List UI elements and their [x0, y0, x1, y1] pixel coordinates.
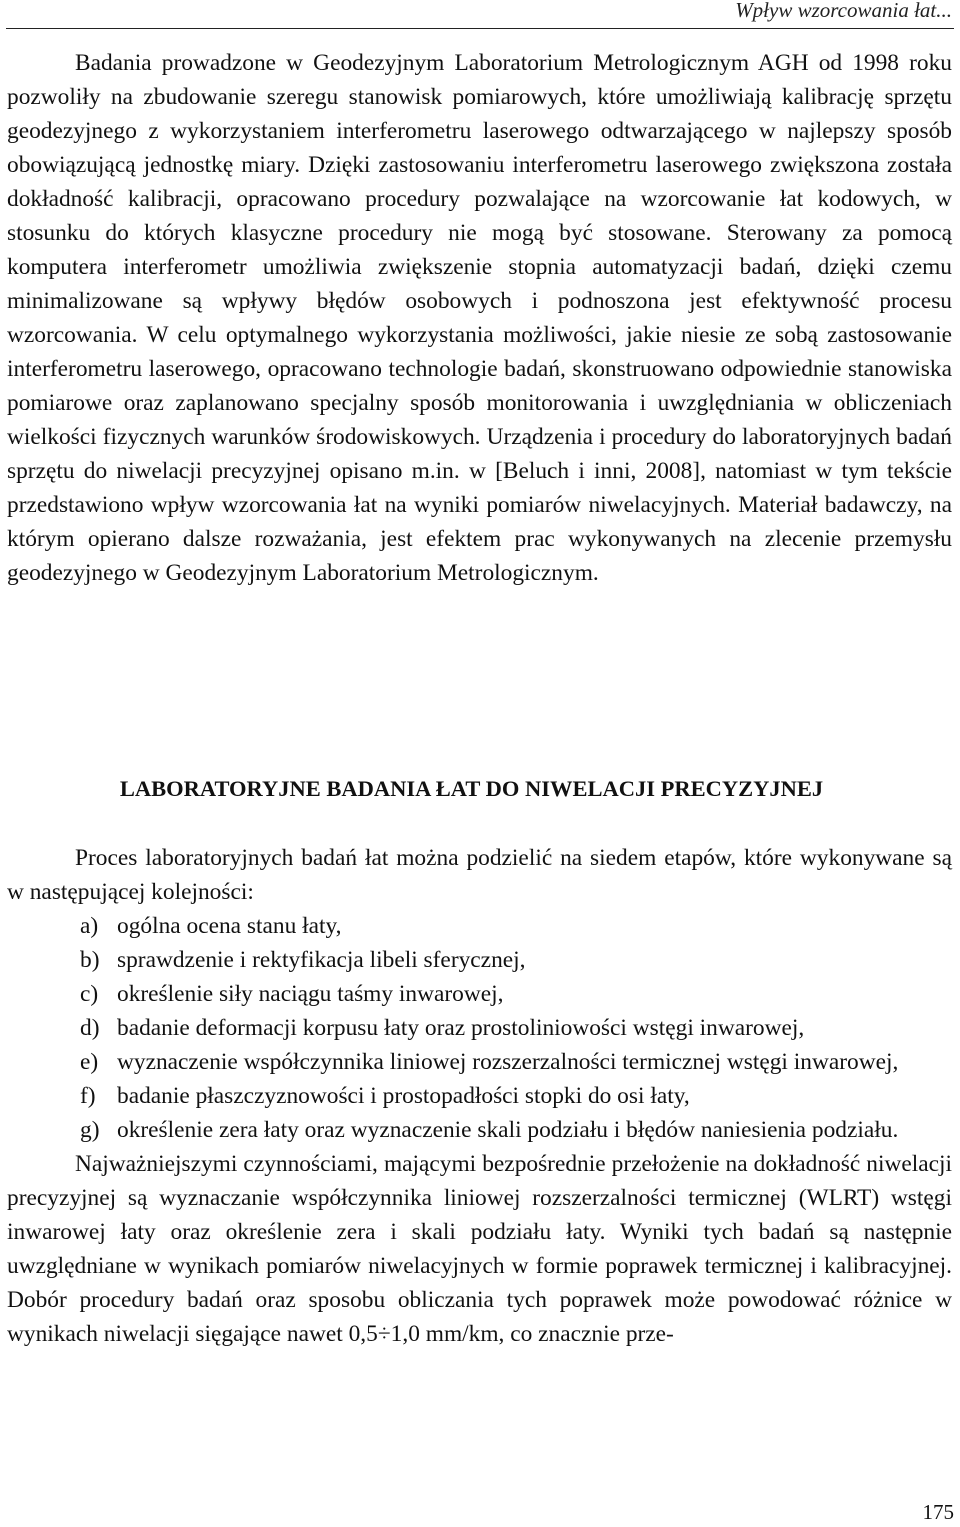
list-item: [7, 1045, 952, 1079]
list-item-label: a): [80, 913, 99, 939]
stages-intro-paragraph: Proces laboratoryjnych badań łat można podzielić na siedem etapów, które wykonywane są w następującej kolejności:: [7, 845, 952, 905]
list-item-text: ogólna ocena stanu łaty,: [117, 913, 342, 939]
list-item-text: badanie deformacji korpusu łaty oraz prostoliniowości wstęgi inwarowej,: [117, 1015, 805, 1041]
list-item: [7, 909, 952, 943]
list-item-label: f): [80, 1083, 96, 1109]
running-header-title: Wpływ wzorcowania łat...: [735, 0, 952, 22]
page-content: [7, 46, 952, 1347]
conclusion-paragraph: Najważniejszymi czynnościami, mającymi bezpośrednie przełożenie na dokładność niwelacji precyzyjnej są wyznaczanie współczynnika liniowej rozszerzalności termicznej (WLRT) wstęgi inwarowej łaty oraz określenie zera i skali podziału łaty. Wyniki tych badań są następnie uwzględniane w wynikach pomiarów niwelacyjnych w formie poprawek termicznej i kalibracyjnej. Dobór procedury badań oraz sposobu obliczania tych poprawek może powodować różnice w wynikach niwelacji sięgające nawet 0,5÷1,0 mm/km, co znacznie prze-: [7, 1151, 952, 1347]
list-item-text: sprawdzenie i rektyfikacja libeli sferycznej,: [117, 947, 526, 973]
intro-paragraph: Badania prowadzone w Geodezyjnym Laboratorium Metrologicznym AGH od 1998 roku pozwoliły na zbudowanie szeregu stanowisk pomiarowych, które umożliwiają kalibrację sprzętu geodezyjnego z wykorzystaniem interferometru laserowego odtwarzającego w najlepszy sposób obowiązującą jednostkę miary. Dzięki zastosowaniu interferometru laserowego zwiększona została dokładność kalibracji, opracowano procedury pozwalające na wzorcowanie łat kodowych, w stosunku do których klasyczne procedury nie mogą być stosowane. Sterowany za pomocą komputera interferometr umożliwia zwiększenie stopnia automatyzacji badań, dzięki czemu minimalizowane są wpływy błędów osobowych i podnoszona jest efektywność procesu wzorcowania. W celu optymalnego wykorzystania możliwości, jakie niesie ze sobą zastosowanie interferometru laserowego, opracowano technologie badań, skonstruowano odpowiednie stanowiska pomiarowe oraz zaplanowano specjalny sposób monitorowania i uwzględniania w obliczeniach wielkości fizycznych warunków środowiskowych. Urządzenia i procedury do laboratoryjnych badań sprzętu do niwelacji precyzyjnej opisano m.in. w [Beluch i inni, 2008], natomiast w tym tekście przedstawiono wpływ wzorcowania łat na wyniki pomiarów niwelacyjnych. Materiał badawczy, na którym opierano dalsze rozważania, jest efektem prac wykonywanych na zlecenie przemysłu geodezyjnego w Geodezyjnym Laboratorium Metrologicznym.: [7, 50, 952, 586]
list-item-text: określenie siły naciągu taśmy inwarowej,: [117, 981, 504, 1007]
list-item: [7, 1079, 952, 1113]
list-item-label: c): [80, 981, 99, 1007]
section-body: [7, 841, 952, 1351]
list-item: [7, 977, 952, 1011]
page-number: 175: [922, 1500, 954, 1524]
list-item: [7, 1011, 952, 1045]
list-item-label: b): [80, 947, 100, 973]
list-item-label: e): [80, 1049, 99, 1075]
list-item: [7, 1113, 952, 1147]
section-heading: LABORATORYJNE BADANIA ŁAT DO NIWELACJI PRECYZYJNEJ: [119, 776, 824, 801]
list-item-text: badanie płaszczyznowości i prostopadłości stopki do osi łaty,: [117, 1083, 690, 1109]
list-item-text: określenie zera łaty oraz wyznaczenie skali podziału i błędów naniesienia podziału.: [117, 1117, 899, 1143]
list-item-text: wyznaczenie współczynnika liniowej rozszerzalności termicznej wstęgi inwarowej,: [117, 1049, 899, 1075]
list-item-label: g): [80, 1117, 100, 1143]
stages-list: [7, 909, 952, 1147]
running-header: [6, 0, 954, 29]
list-item: [7, 943, 952, 977]
list-item-label: d): [80, 1015, 100, 1041]
